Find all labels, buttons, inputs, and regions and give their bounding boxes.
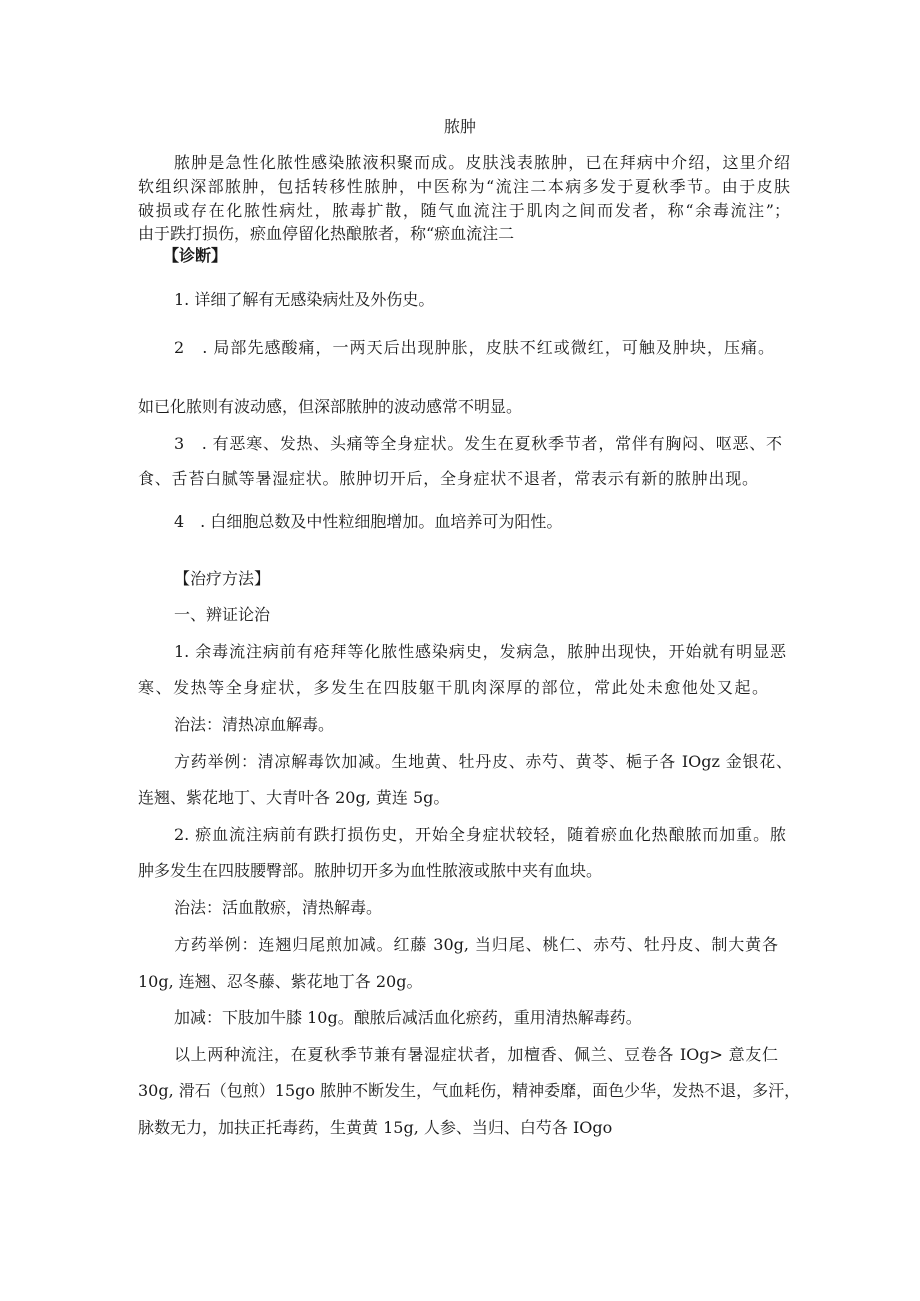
treatment-recipe-1-continued: 连翘、紫花地丁、大青叶各 20g, 黄连 5g。 [138, 788, 450, 807]
treatment-item-1: 1. 余毒流注病前有疮拜等化脓性感染病史，发病急，脓肿出现快，开始就有明显恶 [174, 642, 786, 661]
intro-line: 脓肿是急性化脓性感染脓液积聚而成。皮肤浅表脓肿，已在拜病中介绍，这里介绍 [174, 153, 790, 172]
diagnosis-item-2: 2 . 局部先感酸痛，一两天后出现肿胀，皮肤不红或微红，可触及肿块，压痛。 [174, 338, 774, 357]
treatment-item-2-continued: 肿多发生在四肢腰臀部。脓肿切开多为血性脓液或脓中夹有血块。 [138, 861, 603, 880]
treatment-note-continued: 脉数无力，加扶正托毒药，生黄黄 15g, 人参、当归、白芍各 IOgo [138, 1118, 613, 1137]
intro-line: 破损或存在化脓性病灶，脓毒扩散，随气血流注于肌肉之间而发者，称“余毒流注”； [138, 201, 790, 220]
diagnosis-item-3-continued: 食、舌苔白腻等暑湿症状。脓肿切开后，全身症状不退者，常表示有新的脓肿出现。 [138, 469, 758, 488]
treatment-item-1-continued: 寒、发热等全身症状，多发生在四肢躯干肌肉深厚的部位，常此处未愈他处又起。 [138, 678, 768, 697]
treatment-recipe-2-continued: 10g, 连翘、忍冬藤、紫花地丁各 20g。 [138, 972, 423, 991]
treatment-item-2: 2. 瘀血流注病前有跌打损伤史，开始全身症状较轻，随着瘀血化热酿脓而加重。脓 [174, 825, 786, 844]
treatment-recipe-1: 方药举例：清凉解毒饮加减。生地黄、牡丹皮、赤芍、黄苓、梔子各 IOgz 金银花、 [174, 752, 792, 771]
treatment-recipe-2: 方药举例：连翘归尾煎加减。红藤 30g, 当归尾、桃仁、赤芍、牡丹皮、制大黄各 [174, 935, 778, 954]
treatment-note-continued: 30g, 滑石（包煎）15go 脓肿不断发生，气血耗伤，精神委靡，面色少华，发热不退，多汗， [138, 1081, 801, 1100]
diagnosis-item-2-continued: 如已化脓则有波动感，但深部脓肿的波动感常不明显。 [138, 397, 523, 416]
section-heading: 一、辨证论治 [174, 605, 271, 624]
treatment-heading: 【治疗方法】 [174, 569, 271, 588]
treatment-method-1: 治法：清热凉血解毒。 [174, 715, 335, 734]
intro-line: 软组织深部脓肿，包括转移性脓肿，中医称为“流注二本病多发于夏秋季节。由于皮肤 [138, 177, 790, 196]
treatment-adjustment: 加减：下肢加牛膝 10g。酿脓后减活血化瘀药，重用清热解毒药。 [174, 1008, 642, 1027]
diagnosis-item-3: 3 . 有恶寒、发热、头痛等全身症状。发生在夏秋季节者，常伴有胸闷、呕恶、不 [174, 434, 782, 453]
page-title: 脓肿 [443, 117, 476, 136]
intro-line: 由于跌打损伤，瘀血停留化热酿脓者，称“瘀血流注二 [138, 224, 515, 243]
treatment-method-2: 治法：活血散瘀，清热解毒。 [174, 898, 383, 917]
diagnosis-heading: 【诊断】 [163, 246, 228, 265]
diagnosis-item-4: 4 . 白细胞总数及中性粒细胞增加。血培养可为阳性。 [174, 512, 563, 531]
diagnosis-item-1: 1. 详细了解有无感染病灶及外伤史。 [174, 290, 435, 309]
treatment-note: 以上两种流注，在夏秋季节兼有暑湿症状者，加檀香、佩兰、豆卷各 IOg> 意友仁 [174, 1045, 778, 1064]
